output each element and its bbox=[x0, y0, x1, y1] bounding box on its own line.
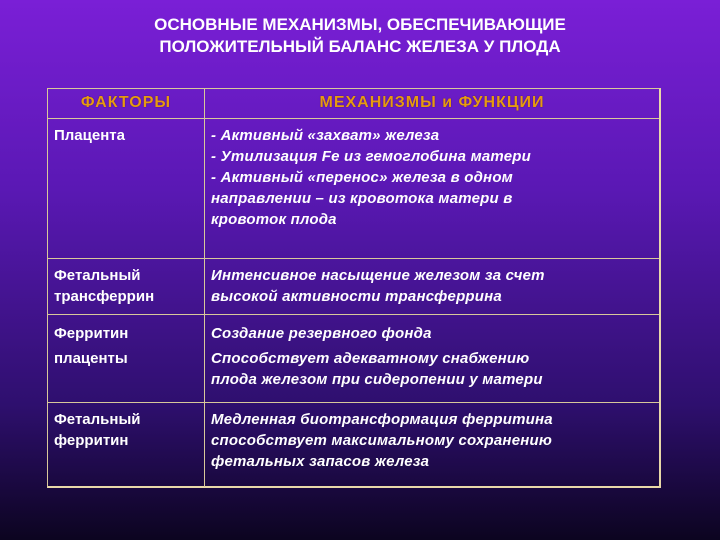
mechanism-text: направлении – из кровотока матери в bbox=[211, 190, 513, 207]
mechanism-text: - Утилизация Fe из гемоглобина матери bbox=[211, 148, 532, 165]
factor-text: плаценты bbox=[54, 350, 128, 367]
page-title bbox=[0, 14, 720, 58]
mechanism-text: способствует максимальному сохранению bbox=[211, 432, 553, 449]
factor-text: Ферритин bbox=[54, 325, 129, 342]
header-factors: ФАКТОРЫ bbox=[48, 89, 205, 118]
factor-cell bbox=[48, 315, 205, 402]
header-mechanisms: МЕХАНИЗМЫ и ФУНКЦИИ bbox=[319, 94, 545, 111]
mechanism-cell bbox=[205, 119, 659, 258]
factor-cell bbox=[48, 403, 205, 487]
title-line-1: ОСНОВНЫЕ МЕХАНИЗМЫ, ОБЕСПЕЧИВАЮЩИЕ bbox=[154, 15, 566, 34]
mechanism-text: высокой активности трансферрина bbox=[211, 288, 502, 305]
factor-cell bbox=[48, 259, 205, 314]
mechanism-text: плода железом при сидеропении у матери bbox=[211, 371, 543, 388]
mechanism-text: - Активный «захват» железа bbox=[211, 127, 440, 144]
factor-text: Фетальный bbox=[54, 267, 141, 284]
table-header-row bbox=[48, 89, 659, 119]
mechanism-text: Медленная биотрансформация ферритина bbox=[211, 411, 553, 428]
mechanisms-table bbox=[47, 88, 661, 488]
mechanism-text: Создание резервного фонда bbox=[211, 325, 432, 342]
mechanism-cell bbox=[205, 403, 659, 487]
factor-text: трансферрин bbox=[54, 288, 155, 305]
mechanism-text: Интенсивное насыщение железом за счет bbox=[211, 267, 545, 284]
factor-text: ферритин bbox=[54, 432, 129, 449]
title-line-2: ПОЛОЖИТЕЛЬНЫЙ БАЛАНС ЖЕЛЕЗА У ПЛОДА bbox=[159, 37, 561, 56]
mechanism-text: - Активный «перенос» железа в одном bbox=[211, 169, 513, 186]
factor-text: Фетальный bbox=[54, 411, 141, 428]
mechanism-text: фетальных запасов железа bbox=[211, 453, 430, 470]
factor-text: Плацента bbox=[54, 127, 125, 144]
mechanism-cell bbox=[205, 259, 659, 314]
table-row bbox=[48, 403, 659, 487]
mechanism-text: кровоток плода bbox=[211, 211, 337, 228]
mechanism-text: Способствует адекватному снабжению bbox=[211, 350, 530, 367]
mechanism-cell bbox=[205, 315, 659, 402]
factor-cell bbox=[48, 119, 205, 258]
table-row bbox=[48, 119, 659, 259]
table-row bbox=[48, 259, 659, 315]
table-row bbox=[48, 315, 659, 403]
